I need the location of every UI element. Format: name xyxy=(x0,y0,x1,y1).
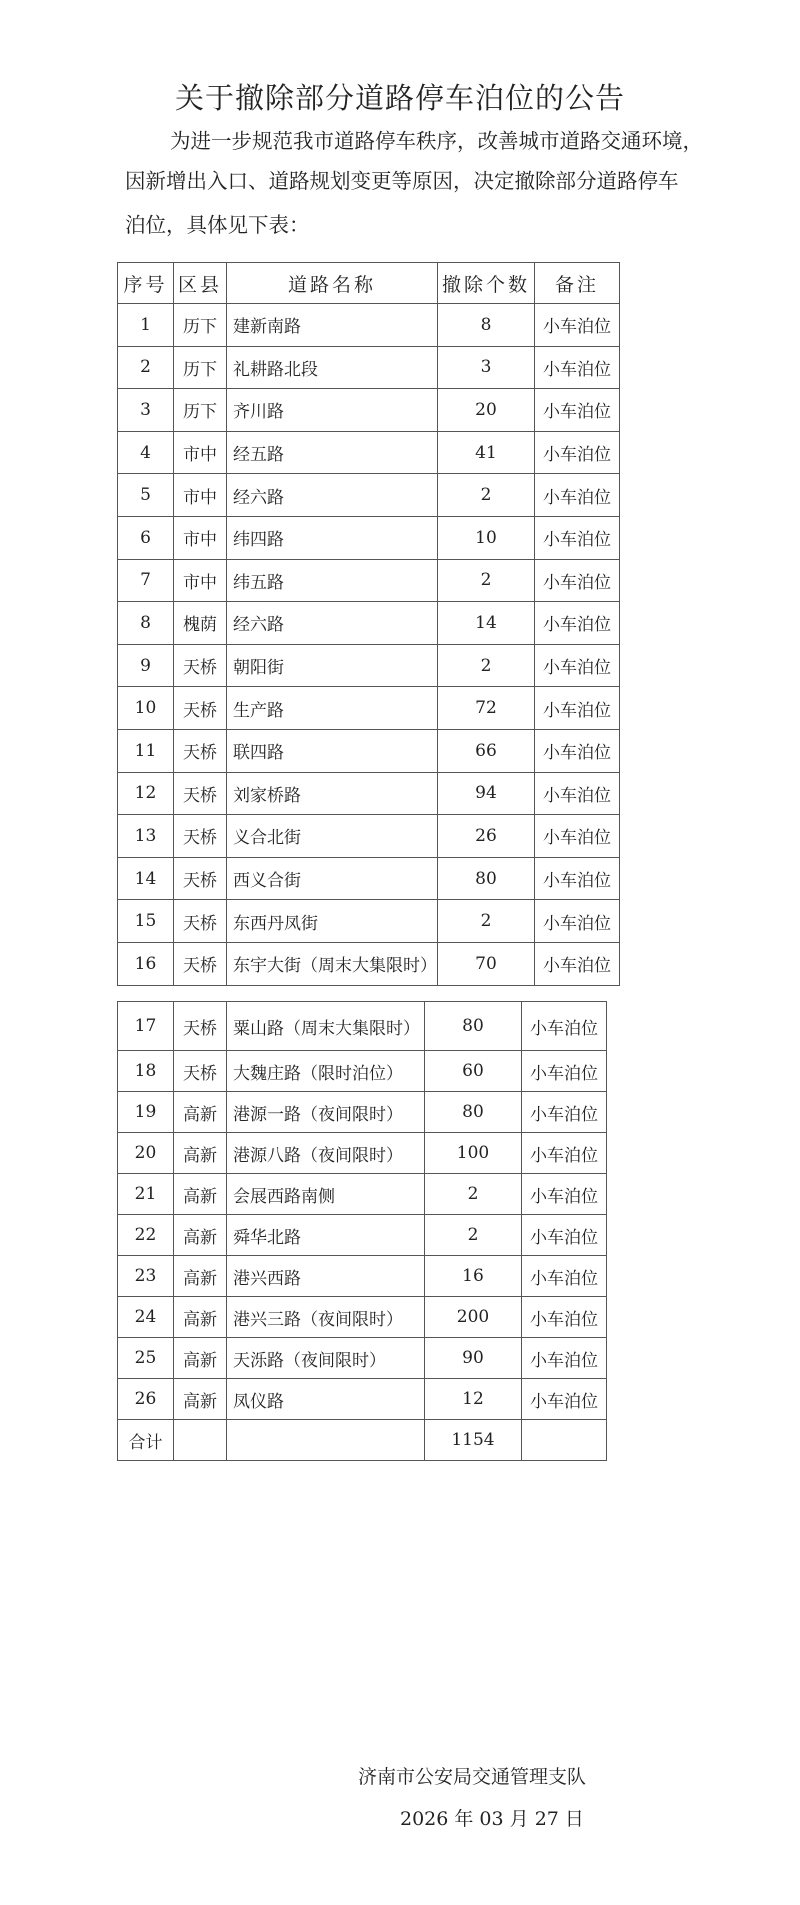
cell-road-name: 生产路 xyxy=(227,687,438,730)
table-row xyxy=(118,1215,607,1256)
cell-remark: 小车泊位 xyxy=(535,729,620,772)
cell-index: 4 xyxy=(118,431,174,474)
cell-road-name: 经六路 xyxy=(227,474,438,517)
table-row xyxy=(118,687,620,730)
cell-removed-count: 10 xyxy=(438,516,535,559)
cell-index: 13 xyxy=(118,815,174,858)
header-road-name: 道路名称 xyxy=(227,263,438,304)
total-label: 合计 xyxy=(118,1420,174,1461)
cell-road-name: 天泺路（夜间限时） xyxy=(227,1338,425,1379)
cell-road-name: 义合北街 xyxy=(227,815,438,858)
cell-district: 天桥 xyxy=(174,644,227,687)
cell-district: 天桥 xyxy=(174,729,227,772)
cell-removed-count: 2 xyxy=(438,900,535,943)
cell-removed-count: 80 xyxy=(438,857,535,900)
cell-road-name: 大魏庄路（限时泊位） xyxy=(227,1051,425,1092)
table-row xyxy=(118,389,620,432)
cell-district: 天桥 xyxy=(174,900,227,943)
cell-district: 天桥 xyxy=(174,1051,227,1092)
cell-district: 市中 xyxy=(174,474,227,517)
cell-road-name: 舜华北路 xyxy=(227,1215,425,1256)
cell-index: 18 xyxy=(118,1051,174,1092)
cell-road-name: 纬四路 xyxy=(227,516,438,559)
cell-remark: 小车泊位 xyxy=(535,474,620,517)
cell-remark: 小车泊位 xyxy=(522,1092,607,1133)
cell-removed-count: 100 xyxy=(425,1133,522,1174)
table-row xyxy=(118,474,620,517)
cell-remark: 小车泊位 xyxy=(522,1051,607,1092)
cell-index: 26 xyxy=(118,1379,174,1420)
table-row xyxy=(118,900,620,943)
table-row xyxy=(118,559,620,602)
cell-index: 25 xyxy=(118,1338,174,1379)
cell-remark: 小车泊位 xyxy=(522,1338,607,1379)
cell-district: 历下 xyxy=(174,304,227,347)
table-row xyxy=(118,1092,607,1133)
issue-date: 2026 年 03 月 27 日 xyxy=(400,1808,584,1830)
cell-index: 23 xyxy=(118,1256,174,1297)
cell-road-name: 西义合街 xyxy=(227,857,438,900)
cell-index: 5 xyxy=(118,474,174,517)
cell-road-name: 港源八路（夜间限时） xyxy=(227,1133,425,1174)
table-row xyxy=(118,815,620,858)
cell-road-name: 礼耕路北段 xyxy=(227,346,438,389)
parking-table-part-1 xyxy=(117,262,620,986)
cell-index: 2 xyxy=(118,346,174,389)
cell-district: 历下 xyxy=(174,389,227,432)
header-removed-count: 撤除个数 xyxy=(438,263,535,304)
cell-index: 3 xyxy=(118,389,174,432)
cell-district: 市中 xyxy=(174,559,227,602)
cell-district: 天桥 xyxy=(174,1002,227,1051)
cell-road-name: 纬五路 xyxy=(227,559,438,602)
cell-road-name: 港兴三路（夜间限时） xyxy=(227,1297,425,1338)
cell-removed-count: 70 xyxy=(438,942,535,985)
cell-remark: 小车泊位 xyxy=(535,815,620,858)
cell-road-name: 经五路 xyxy=(227,431,438,474)
cell-district: 历下 xyxy=(174,346,227,389)
cell-remark: 小车泊位 xyxy=(522,1297,607,1338)
header-district: 区县 xyxy=(174,263,227,304)
cell-remark: 小车泊位 xyxy=(522,1002,607,1051)
cell-index: 15 xyxy=(118,900,174,943)
cell-road-name: 刘家桥路 xyxy=(227,772,438,815)
table-row xyxy=(118,857,620,900)
cell-road-name: 东宇大街（周末大集限时） xyxy=(227,942,438,985)
table-row xyxy=(118,1338,607,1379)
cell-district: 高新 xyxy=(174,1297,227,1338)
cell-index: 24 xyxy=(118,1297,174,1338)
cell-index: 16 xyxy=(118,942,174,985)
table-row xyxy=(118,516,620,559)
cell-district: 天桥 xyxy=(174,857,227,900)
cell-district: 高新 xyxy=(174,1092,227,1133)
issuing-organization: 济南市公安局交通管理支队 xyxy=(358,1766,587,1788)
cell-removed-count: 41 xyxy=(438,431,535,474)
cell-removed-count: 60 xyxy=(425,1051,522,1092)
cell-road-name: 朝阳街 xyxy=(227,644,438,687)
cell-removed-count: 80 xyxy=(425,1092,522,1133)
cell-removed-count: 80 xyxy=(425,1002,522,1051)
cell-removed-count: 26 xyxy=(438,815,535,858)
cell-removed-count: 2 xyxy=(438,559,535,602)
cell-remark: 小车泊位 xyxy=(535,942,620,985)
cell-road-name: 港源一路（夜间限时） xyxy=(227,1092,425,1133)
table-row xyxy=(118,431,620,474)
cell-remark: 小车泊位 xyxy=(535,772,620,815)
cell-district: 天桥 xyxy=(174,772,227,815)
cell-removed-count: 16 xyxy=(425,1256,522,1297)
cell-removed-count: 90 xyxy=(425,1338,522,1379)
table-header-row xyxy=(118,263,620,304)
cell-remark: 小车泊位 xyxy=(535,644,620,687)
table-row xyxy=(118,1051,607,1092)
intro-line-1: 为进一步规范我市道路停车秩序，改善城市道路交通环境， xyxy=(170,129,703,153)
cell-removed-count: 3 xyxy=(438,346,535,389)
table-row xyxy=(118,304,620,347)
cell-district: 高新 xyxy=(174,1379,227,1420)
cell-remark: 小车泊位 xyxy=(535,559,620,602)
cell-road-name: 齐川路 xyxy=(227,389,438,432)
cell-remark: 小车泊位 xyxy=(522,1215,607,1256)
page-title: 关于撤除部分道路停车泊位的公告 xyxy=(174,81,625,115)
cell-remark: 小车泊位 xyxy=(535,389,620,432)
cell-remark: 小车泊位 xyxy=(535,602,620,645)
cell-remark: 小车泊位 xyxy=(522,1133,607,1174)
table-row xyxy=(118,1379,607,1420)
table-row xyxy=(118,1256,607,1297)
cell-district: 高新 xyxy=(174,1133,227,1174)
cell-remark: 小车泊位 xyxy=(535,687,620,730)
table-row xyxy=(118,772,620,815)
cell-district: 槐荫 xyxy=(174,602,227,645)
cell-road-name: 会展西路南侧 xyxy=(227,1174,425,1215)
cell-district: 高新 xyxy=(174,1338,227,1379)
cell-district: 高新 xyxy=(174,1215,227,1256)
total-empty-cell xyxy=(522,1420,607,1461)
table-row xyxy=(118,1133,607,1174)
parking-table-part-2 xyxy=(117,1001,607,1461)
cell-district: 天桥 xyxy=(174,815,227,858)
cell-remark: 小车泊位 xyxy=(535,431,620,474)
header-index: 序号 xyxy=(118,263,174,304)
cell-road-name: 建新南路 xyxy=(227,304,438,347)
total-value: 1154 xyxy=(425,1420,522,1461)
cell-removed-count: 66 xyxy=(438,729,535,772)
cell-removed-count: 200 xyxy=(425,1297,522,1338)
cell-removed-count: 72 xyxy=(438,687,535,730)
cell-index: 7 xyxy=(118,559,174,602)
cell-removed-count: 2 xyxy=(425,1174,522,1215)
cell-index: 19 xyxy=(118,1092,174,1133)
cell-index: 1 xyxy=(118,304,174,347)
cell-district: 市中 xyxy=(174,431,227,474)
cell-index: 10 xyxy=(118,687,174,730)
cell-remark: 小车泊位 xyxy=(535,304,620,347)
cell-removed-count: 94 xyxy=(438,772,535,815)
cell-removed-count: 2 xyxy=(438,644,535,687)
cell-removed-count: 2 xyxy=(425,1215,522,1256)
cell-remark: 小车泊位 xyxy=(522,1174,607,1215)
table-row xyxy=(118,1174,607,1215)
header-remark: 备注 xyxy=(535,263,620,304)
cell-remark: 小车泊位 xyxy=(535,900,620,943)
intro-line-2: 因新增出入口、道路规划变更等原因，决定撤除部分道路停车 xyxy=(125,169,679,193)
cell-removed-count: 14 xyxy=(438,602,535,645)
cell-district: 高新 xyxy=(174,1174,227,1215)
cell-remark: 小车泊位 xyxy=(522,1379,607,1420)
cell-road-name: 凤仪路 xyxy=(227,1379,425,1420)
table-row xyxy=(118,1002,607,1051)
cell-index: 22 xyxy=(118,1215,174,1256)
table-row xyxy=(118,942,620,985)
table-row xyxy=(118,1297,607,1338)
cell-road-name: 联四路 xyxy=(227,729,438,772)
cell-remark: 小车泊位 xyxy=(522,1256,607,1297)
cell-index: 11 xyxy=(118,729,174,772)
cell-road-name: 东西丹凤街 xyxy=(227,900,438,943)
cell-remark: 小车泊位 xyxy=(535,516,620,559)
cell-index: 6 xyxy=(118,516,174,559)
cell-index: 8 xyxy=(118,602,174,645)
cell-removed-count: 2 xyxy=(438,474,535,517)
cell-index: 9 xyxy=(118,644,174,687)
intro-line-3: 泊位，具体见下表： xyxy=(125,213,310,237)
table-row xyxy=(118,644,620,687)
cell-index: 17 xyxy=(118,1002,174,1051)
cell-index: 12 xyxy=(118,772,174,815)
cell-remark: 小车泊位 xyxy=(535,857,620,900)
cell-index: 21 xyxy=(118,1174,174,1215)
cell-road-name: 港兴西路 xyxy=(227,1256,425,1297)
table-row xyxy=(118,729,620,772)
cell-road-name: 粟山路（周末大集限时） xyxy=(227,1002,425,1051)
total-empty-cell xyxy=(174,1420,227,1461)
cell-district: 天桥 xyxy=(174,687,227,730)
cell-district: 高新 xyxy=(174,1256,227,1297)
cell-index: 20 xyxy=(118,1133,174,1174)
table-row xyxy=(118,346,620,389)
cell-district: 天桥 xyxy=(174,942,227,985)
cell-remark: 小车泊位 xyxy=(535,346,620,389)
total-row xyxy=(118,1420,607,1461)
cell-district: 市中 xyxy=(174,516,227,559)
cell-removed-count: 8 xyxy=(438,304,535,347)
cell-index: 14 xyxy=(118,857,174,900)
cell-removed-count: 12 xyxy=(425,1379,522,1420)
total-empty-cell xyxy=(227,1420,425,1461)
table-row xyxy=(118,602,620,645)
cell-removed-count: 20 xyxy=(438,389,535,432)
cell-road-name: 经六路 xyxy=(227,602,438,645)
